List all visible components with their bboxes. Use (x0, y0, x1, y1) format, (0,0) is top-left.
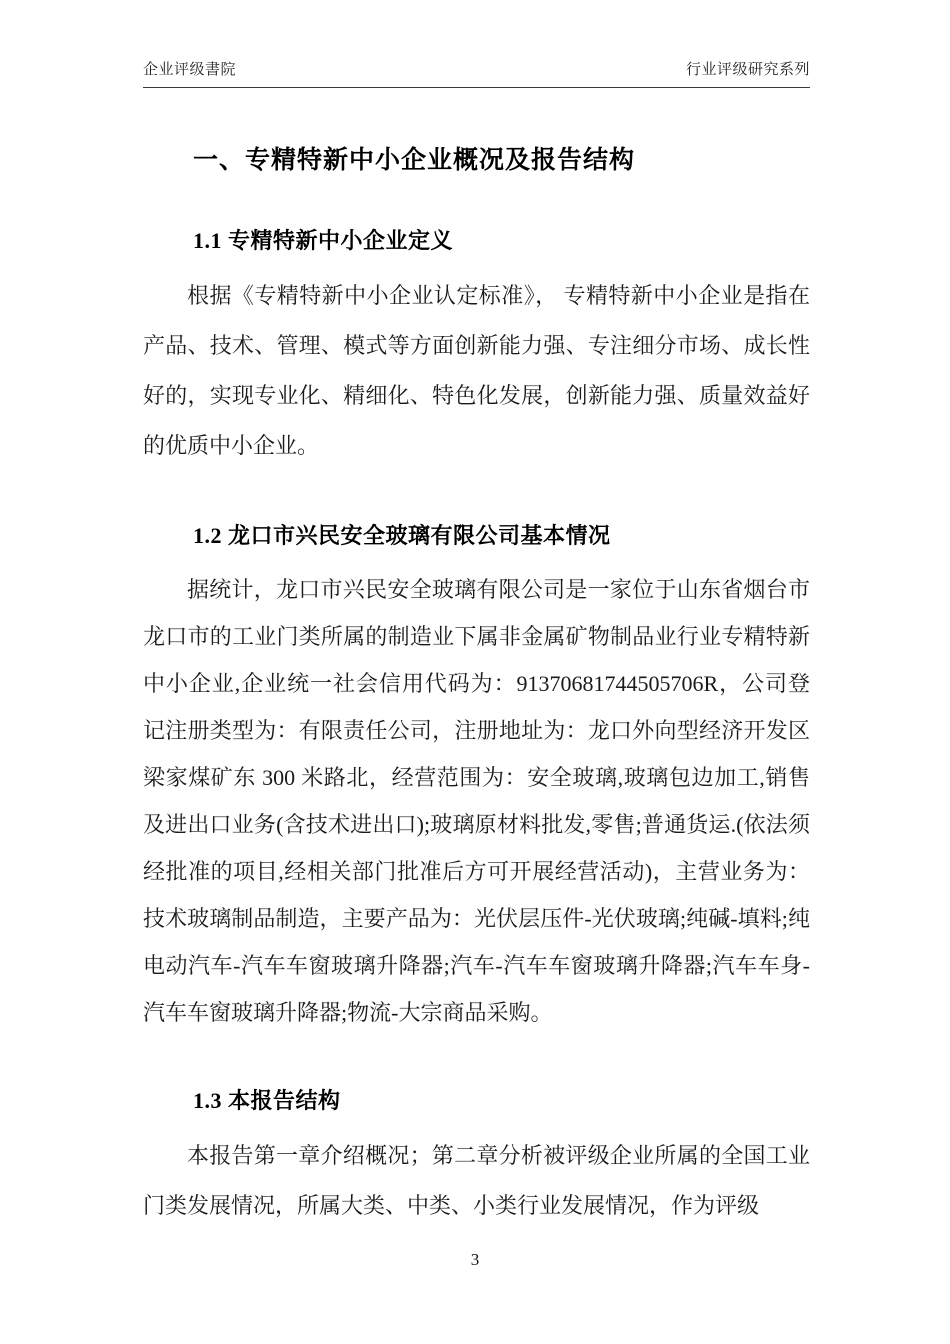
header-left-text: 企业评级書院 (143, 62, 237, 78)
section-heading-1-3: 1.3 本报告结构 (193, 1088, 341, 1113)
page-footer (0, 1250, 950, 1270)
page-header (0, 0, 950, 79)
section-1-2-paragraph: 据统计，龙口市兴民安全玻璃有限公司是一家位于山东省烟台市龙口市的工业门类所属的制造业下属非金属矿物制品业行业专精特新中小企业,企业统一社会信用代码为：91370681744505706R，公司登记注册类型为：有限责任公司，注册地址为：龙口外向型经济开发区梁家煤矿东 300 米路北，经营范围为：安全玻璃,玻璃包边加工,销售及进出口业务(含技术进出口);玻璃原材料批发,零售;普通货运.(依法须经批准的项目,经相关部门批准后方可开展经营活动)，主营业务为：技术玻璃制品制造，主要产品为：光伏层压件-光伏玻璃;纯碱-填料;纯电动汽车-汽车车窗玻璃升降器;汽车-汽车车窗玻璃升降器;汽车车身-汽车车窗玻璃升降器;物流-大宗商品采购。 (143, 577, 810, 1025)
section-heading-1-2: 1.2 龙口市兴民安全玻璃有限公司基本情况 (193, 523, 611, 548)
header-right-text: 行业评级研究系列 (685, 62, 810, 78)
section-1-1-paragraph: 根据《专精特新中小企业认定标准》， 专精特新中小企业是指在产品、技术、管理、模式等方面创新能力强、专注细分市场、成长性好的，实现专业化、精细化、特色化发展，创新能力强、质量效益好的优质中小企业。 (143, 283, 810, 458)
section-heading-1-1: 1.1 专精特新中小企业定义 (193, 228, 454, 253)
section-1-3-paragraph: 本报告第一章介绍概况；第二章分析被评级企业所属的全国工业门类发展情况，所属大类、中类、小类行业发展情况，作为评级 (143, 1143, 810, 1218)
header-divider (143, 87, 810, 88)
document-body (0, 140, 950, 1231)
page-number: 3 (470, 1250, 480, 1269)
chapter-title: 一、专精特新中小企业概况及报告结构 (193, 147, 636, 174)
